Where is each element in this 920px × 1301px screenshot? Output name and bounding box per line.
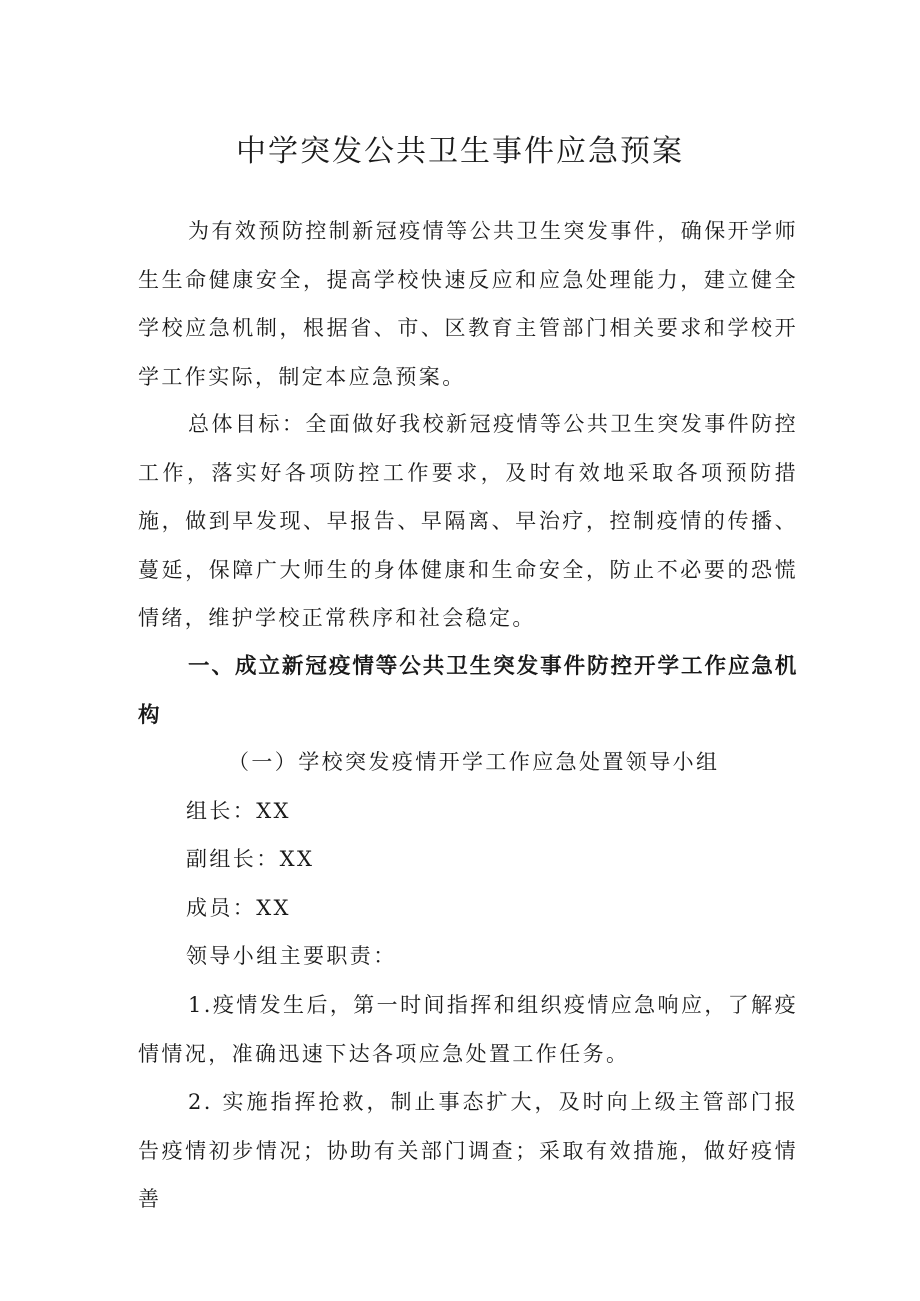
duty-item-1: 1.疫情发生后，第一时间指挥和组织疫情应急响应，了解疫情情况，准确迅速下达各项应急处置工作任务。 xyxy=(138,993,798,1066)
leader-line: 组长：XX xyxy=(186,799,291,823)
duty-item-2: 2. 实施指挥抢救，制止事态扩大，及时向上级主管部门报告疫情初步情况；协助有关部门调查；采取有效措施，做好疫情善 xyxy=(138,1090,798,1211)
goal-paragraph: 总体目标：全面做好我校新冠疫情等公共卫生突发事件防控工作，落实好各项防控工作要求，及时有效地采取各项预防措施，做到早发现、早报告、早隔离、早治疗，控制疫情的传播、蔓延，保障广大师生的身体健康和生命安全，防止不必要的恐慌情绪，维护学校正常秩序和社会稳定。 xyxy=(138,412,798,630)
duties-title: 领导小组主要职责： xyxy=(186,944,397,968)
subsection-heading: （一）学校突发疫情开学工作应急处置领导小组 xyxy=(228,750,720,774)
intro-paragraph: 为有效预防控制新冠疫情等公共卫生突发事件，确保开学师生生命健康安全，提高学校快速反应和应急处理能力，建立健全学校应急机制，根据省、市、区教育主管部门相关要求和学校开学工作实际，制定本应急预案。 xyxy=(138,219,798,389)
members-line: 成员：XX xyxy=(186,896,291,920)
deputy-leader-line: 副组长：XX xyxy=(186,847,315,871)
document-title: 中学突发公共卫生事件应急预案 xyxy=(236,134,684,169)
section-heading: 一、成立新冠疫情等公共卫生突发事件防控开学工作应急机构 xyxy=(138,654,798,728)
